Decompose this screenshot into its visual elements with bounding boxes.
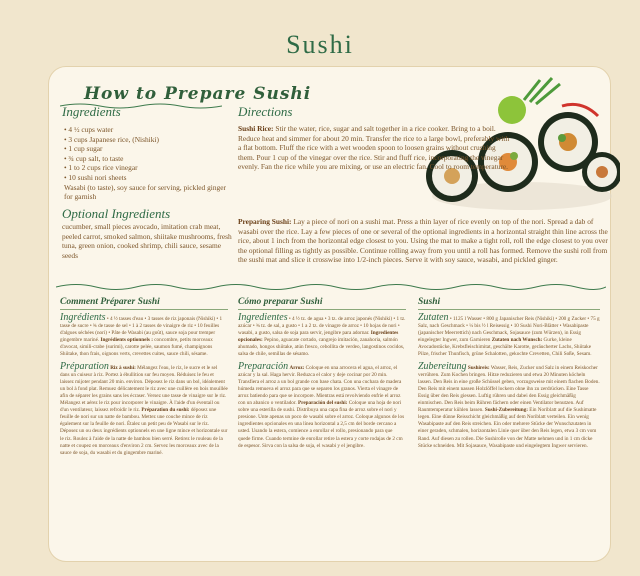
directions-lead: Sushi Rice: — [238, 124, 274, 133]
german-optional-text: Gurke, kleine Avocadostücke, Krebsfleischimitat, geschälte Karotte, geräucherter Lachs, Shiitake Pilze, frischer Thunfisch, grüne Schalotten, gekochte Crevetten, Chili Soße, Sesam. — [418, 337, 592, 358]
directions-text — [238, 124, 510, 172]
german-preparation — [418, 360, 600, 450]
german-prep-heading: Zubereitung — [418, 360, 467, 372]
french-ingredients-heading: Ingrédients — [60, 312, 106, 323]
spanish-optional-text: Pepino, aguacate cortado, cangrejo imitación, zanahoria, salmón ahumado, hongos shiitake, atún fresco, cebollita de verdeo, langostinos cocidos, salsa de chile, semillas de sésamo. — [238, 337, 405, 358]
spanish-ingredients-heading: Ingredientes — [238, 312, 288, 323]
spanish-column — [238, 297, 406, 450]
list-item: • 1 to 2 cups rice vinegar — [64, 163, 138, 173]
french-prep-text: Mélangez l'eau, le riz, le sucre et le sel dans un cuiseur à riz. Portez à ébullition sur feu moyen. Réduisez le feu et laissez mijoter pendant 20 min. environ. Déposez le riz dans un bol, idéalement un bol à fond plat. Remuez délicatement le riz avec une cuillère en bois mouillée afin de séparer les grains sans les écraser. Versez une tasse de vinaigre sur le riz. Mélangez et aérez le riz pour incorporer le vinaigre. À l'aide d'un éventail ou d'un ventilateur, laissez refroidir le riz. — [60, 364, 228, 414]
list-item: • 10 sushi nori sheets — [64, 172, 127, 182]
spanish-ingredients — [238, 314, 406, 359]
directions-body: Stir the water, rice, sugar and salt together in a rice cooker. Bring to a boil. Reduce heat and simmer for about 20 min. Transfer the rice to a large bowl, preferably with a flat bottom. Fluff the rice with a wet wooden spoon to loosen grains without crushing them. Pour 1 cup of the vinegar over the rice. Stir and fluff rice, incorporating the vinegar evenly. Fan the rice while you are mixing, or use an electric fan. Cool to room temperature. — [238, 124, 510, 172]
list-item: • ¾ cup salt, to taste — [64, 153, 124, 163]
french-prep-heading: Préparation — [60, 360, 109, 372]
french-optional-lead: Ingrédients optionnels : — [100, 337, 153, 344]
ingredients-note: Wasabi (to taste), soy sauce for serving, pickled ginger for garnish — [64, 182, 226, 202]
spanish-prep-text: Coloque en una arrocera el agua, el arroz, el azúcar y la sal. Haga hervir. Reduzca el calor y deje cocinar por 20 min. Transfiera el arroz a un bol grande con base chata. Con una cuchara de madera húmeda remueva el arroz para que se separen los granos. Vierta el vinagre de arroz batiendo para que se incorpore. Mientras está revolviendo enfríe el arroz con un abanico o ventilador. — [238, 364, 402, 407]
german-prep-lead-2: Sushi-Zubereitung: — [484, 407, 528, 414]
spanish-ingredients-text: • 4 ½ tz. de agua • 3 tz. de arroz japonés (Nishiki) • 1 tz. azúcar • ¾ tz. de sal, a gusto • 1 a 2 tz. de vinagre de arroz • 10 hojas de nori • wasabi, a gusto, salsa de soja para servir, jengibre para adornar. — [238, 316, 406, 337]
german-ingredients-heading: Zutaten — [418, 312, 449, 323]
list-item: • 4 ½ cups water — [64, 125, 114, 134]
french-preparation — [60, 360, 228, 457]
ingredients-list — [64, 125, 234, 202]
swirl-divider — [56, 282, 606, 292]
spanish-prep-lead: Arroz: — [289, 364, 305, 371]
german-heading: Sushi — [418, 297, 441, 307]
french-heading: Comment Préparer Sushi — [60, 297, 160, 307]
divider — [418, 309, 600, 310]
german-ingredients-text: • 1125 l Wasser • 800 g Japanischer Reis (Nishiki) • 200 g Zucker • 75 g Salz, nach Geschmack • ¼ bis ½ l Reisessig • 10 Sushi Nori-Blätter • Wasabipaste (japanischer Meerrettich) nach Geschmack, Sojasauce (zum Würzen), in Essig eingelegter Ingwer, zum Garnieren — [418, 316, 600, 344]
divider — [238, 309, 406, 310]
german-optional-lead: Zutaten nach Wunsch: — [491, 337, 543, 344]
german-prep-text: Wasser, Reis, Zucker und Salz in einem Reiskocher verrühren. Zum Kochen bringen. Hitze reduzieren und etwa 20 Minuten köcheln lassen. Den Reis in eine große Schüssel geben, vorzugsweise mit einem flachen Boden. Den Reis mit einem nassen Holzlöffel lockern ohne ihn zu zerdrücken. Eine Tasse Essig über den Reis giessen. Luftig rühren und dabei den Essig gleichmäßig einmischen. Den Reis beim Rühren fächern oder einen Ventilator benutzen. Auf Raumtemperatur kühlen lassen. — [418, 364, 600, 414]
spanish-prep-heading: Preparación — [238, 360, 289, 372]
spanish-preparation — [238, 360, 406, 450]
french-column — [60, 297, 228, 457]
french-prep-lead-2: Préparation du sushi: — [141, 407, 190, 414]
spanish-optional-lead: Ingredientes opcionales: — [238, 330, 399, 344]
optional-heading: Optional Ingredients — [62, 206, 171, 221]
german-prep-text-2: Ein Noriblatt auf die Sushimatte legen. Eine dünne Reisschicht gleichmäßig auf dem Noriblatt verteilen. Ein wenig Wasabipaste auf den Reis streichen. Ein oder mehrere Stücke der Wunschzutaten in einer geraden, schmalen, horizontalen Linie quer über den Reis legen, etwa 3 cm vom Rand. Auf diesen zu rollen. Die Sushirolle von der Matte nehmen und in 1 cm dicke Stücke schneiden. Mit Sojasauce, Wasabipaste und eingelegtem Ingwer servieren. — [418, 407, 597, 449]
divider — [60, 309, 228, 310]
spanish-heading: Cómo preparar Sushi — [238, 297, 323, 307]
directions-body-2: Lay a piece of nori on a sushi mat. Press a thin layer of rice evenly on top of the nori. Spread a dab of wasabi over the rice. Lay a few pieces of one or several of the optional ingredients in a horizontal straight thin line across the rice, about 1 inch from the horizontal edge closest to you. Using the mat to make a tight roll, roll the edge closest to you over the optional filling as tightly as possible. Continue rolling away from you until a roll has formed. Remove the sushi roll from the sushi mat and slice it crosswise into 1/2-inch pieces. Serve it with soy sauce, wasabi, and pickled ginger. — [238, 217, 608, 265]
german-column — [418, 297, 600, 450]
french-ingredients — [60, 314, 228, 359]
spanish-prep-lead-2: Preparación del sushi: — [297, 400, 348, 407]
optional-text: cucumber, small pieces avocado, imitation crab meat, peeled carrot, smoked salmon, shiitake mushrooms, fresh tuna, green onion, cooked shrimp, chili sauce, sesame seeds — [62, 222, 232, 260]
directions-heading: Directions — [238, 104, 293, 119]
french-ingredients-text: • 4 ½ tasses d'eau • 3 tasses de riz japonais (Nishiki) • 1 tasse de sucre • ¾ de tasse de sel • 1 à 2 tasses de vinaigre de riz • 10 feuilles d'algues séchées (nori) • Pâte de Wasabi (au goût), sauce soja pour tremper gingembre mariné. — [60, 316, 223, 344]
french-optional-text: concombre, petits morceaux d'avocat, simili-crabe (surimi), carotte pelée, saumon fumé, champignons Shiitake, thon frais, oignons verts, crevettes cuites, sauce chili, sésame. — [60, 337, 213, 358]
page-title: Sushi — [286, 30, 354, 59]
list-item: • 1 cup sugar — [64, 144, 103, 154]
french-prep-text-2: déposez une feuille de nori sur un natte de bambou. Mettez une couche mince de riz également sur la feuille de nori. Étalez un petit peu de Wasabi sur le riz. Déposez un ou deux ingrédients optionnels en une ligne mince et horizontale sur le riz. Roulez à l'aide de la natte de bambou bien serré. Retirez le rouleau de la natte et coupez en morceaux d'environ 2 cm. Servez les morceaux avec de la sauce de soja, du wasabi et du gingembre mariné. — [60, 407, 228, 456]
list-item: • 3 cups Japanese rice, (Nishiki) — [64, 134, 159, 144]
spanish-prep-text-2: Coloque una hoja de nori sobre una esterilla de sushi. Distribuya una capa fina de arroz sobre el nori y presione. Unte apenas un poco de wasabi sobre el arroz. Coloque algunos de los ingredientes opcionales en una línea horizontal a 2,5 cm del borde cercano a usted. Usando la estera, comience a enrollar el rollo, presionando para que quede firme. Cuando termine de enrollar retire la estera y corte rodajas de 2 cm de espesor. Sirva con la salsa de soja, el wasabi y el jengibre. — [238, 400, 405, 449]
howto-heading: How to Prepare Sushi — [84, 84, 312, 104]
german-ingredients — [418, 314, 600, 359]
directions-lead-2: Preparing Sushi: — [238, 217, 292, 226]
ingredients-heading: Ingredients — [62, 104, 121, 119]
german-prep-lead: Sushireis: — [467, 364, 490, 371]
french-prep-lead: Riz à sushi: — [110, 364, 136, 371]
directions-text-2 — [238, 217, 608, 265]
